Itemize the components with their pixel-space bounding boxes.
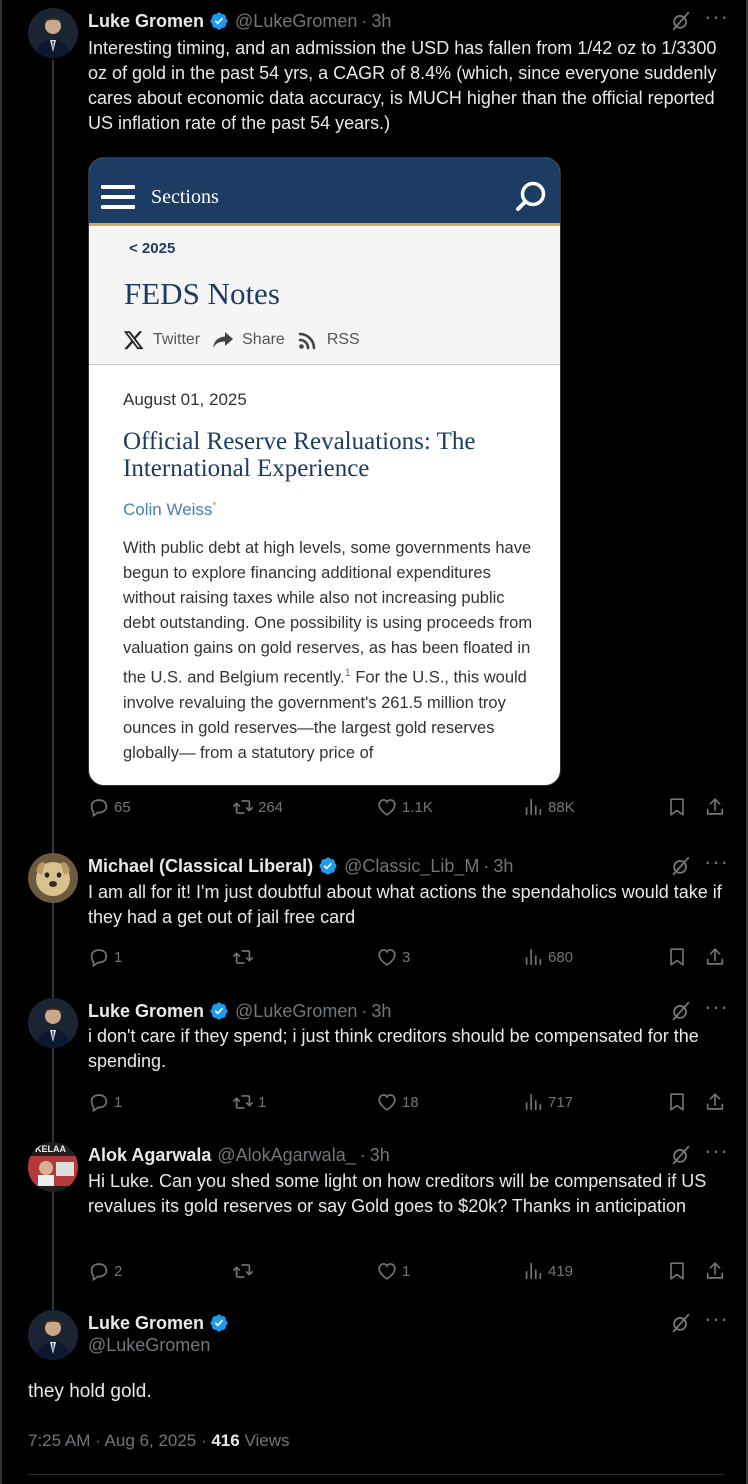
bookmark-icon — [666, 796, 688, 818]
share-button[interactable] — [704, 944, 730, 970]
views-icon — [522, 1091, 544, 1113]
footnote-ref: 1 — [344, 667, 351, 679]
article-body — [123, 536, 533, 766]
action-bar — [88, 944, 728, 970]
repost-icon — [232, 1260, 254, 1282]
like-count: 18 — [402, 1093, 419, 1111]
like-count: 1.1K — [402, 798, 433, 816]
tweet-text: i don't care if they spend; i just think creditors should be compensated for the spending. — [88, 1026, 699, 1071]
share-label: Share — [242, 331, 285, 348]
tweet-text: Interesting timing, and an admission the USD has fallen from 1/42 oz to 1/3300 oz of gold in the past 54 yrs, a CAGR of 8.4% (which, since everyone suddenly cares about economic data accuracy, is MUCH higher than the official reported US inflation rate of the past 54 years.) — [88, 38, 717, 133]
grok-icon[interactable] — [670, 1312, 692, 1334]
author-name[interactable]: Luke Gromen — [88, 1000, 205, 1021]
search-icon — [513, 178, 551, 216]
article-author — [123, 500, 216, 520]
repost-button[interactable] — [232, 794, 283, 820]
tweet-header — [88, 998, 391, 1024]
avatar-text: KELAA — [35, 1144, 66, 1154]
share-row — [123, 328, 372, 352]
reply-count: 2 — [114, 1262, 123, 1280]
main-tweet[interactable] — [2, 4, 748, 830]
share-button[interactable] — [704, 1089, 730, 1115]
like-button[interactable] — [376, 1258, 410, 1284]
rss-label: RSS — [326, 331, 360, 348]
views-button[interactable] — [522, 1089, 573, 1115]
like-icon — [376, 1091, 398, 1113]
like-icon — [376, 946, 398, 968]
avatar[interactable] — [28, 8, 78, 58]
repost-button[interactable] — [232, 1089, 266, 1115]
reply-button[interactable] — [88, 944, 122, 970]
bookmark-icon — [666, 946, 688, 968]
repost-count: 264 — [258, 798, 284, 816]
share-button[interactable] — [704, 794, 730, 820]
separator: · — [361, 1000, 368, 1021]
author-name: Colin Weiss — [123, 500, 213, 519]
views-button[interactable] — [522, 794, 575, 820]
x-logo-icon — [123, 329, 145, 351]
repost-icon — [232, 1091, 254, 1113]
bookmark-button[interactable] — [666, 794, 692, 820]
reply-icon — [88, 946, 110, 968]
author-name[interactable]: Alok Agarwala — [88, 1144, 212, 1165]
repost-icon — [232, 946, 254, 968]
focused-tweet[interactable] — [2, 1306, 748, 1480]
repost-count: 1 — [258, 1093, 267, 1111]
avatar[interactable] — [28, 998, 78, 1048]
tweet-header — [88, 8, 391, 34]
bookmark-button[interactable] — [666, 1258, 692, 1284]
like-button[interactable] — [376, 1089, 419, 1115]
share-icon — [704, 1091, 726, 1113]
verified-badge-icon — [318, 856, 338, 876]
separator: · — [359, 1144, 366, 1165]
author-name[interactable]: Luke Gromen — [88, 1312, 205, 1333]
tweet-time[interactable]: 3h — [369, 1144, 390, 1165]
tweet-text: Hi Luke. Can you shed some light on how creditors will be compensated if US revalues its gold reserves or say Gold goes to $20k? Thanks in anticipation — [88, 1171, 707, 1216]
article-date: August 01, 2025 — [123, 390, 247, 409]
author-footnote-mark: * — [212, 500, 217, 512]
share-arrow-icon — [212, 331, 234, 349]
article-body-part1: With public debt at high levels, some governments have begun to explore financing additional expenditures without raising taxes while also not increasing public debt outstanding. One possibility is using proceeds from valuation gains on gold reserves, as has been floated in the U.S. and Belgium recently. — [123, 539, 533, 687]
repost-icon — [232, 796, 254, 818]
avatar[interactable] — [28, 853, 78, 903]
reply-count: 1 — [114, 948, 123, 966]
tweet-header — [88, 1142, 390, 1168]
reply-count: 65 — [114, 798, 131, 816]
repost-button[interactable] — [232, 944, 258, 970]
grok-icon[interactable] — [670, 1144, 692, 1166]
like-count: 1 — [402, 1262, 411, 1280]
tweet-time[interactable]: 3h — [371, 10, 392, 31]
rss-icon — [297, 329, 319, 351]
grok-icon[interactable] — [670, 10, 692, 32]
views-icon — [522, 946, 544, 968]
action-bar — [88, 1258, 728, 1284]
separator: · — [483, 855, 490, 876]
views-icon — [522, 796, 544, 818]
action-bar — [88, 1089, 728, 1115]
reply-button[interactable] — [88, 1258, 122, 1284]
like-button[interactable] — [376, 794, 433, 820]
bookmark-button[interactable] — [666, 1089, 692, 1115]
reply-icon — [88, 1091, 110, 1113]
bookmark-icon — [666, 1260, 688, 1282]
article-title: Official Reserve Revaluations: The International Experience — [123, 428, 476, 482]
author-handle[interactable]: @Classic_Lib_M — [344, 855, 480, 876]
more-icon[interactable]: ··· — [704, 1306, 729, 1331]
bookmark-icon — [666, 1091, 688, 1113]
more-icon[interactable]: ··· — [704, 1138, 729, 1163]
repost-button[interactable] — [232, 1258, 258, 1284]
sections-label: Sections — [151, 186, 219, 208]
more-icon[interactable]: ··· — [704, 849, 729, 874]
views-button[interactable] — [522, 944, 573, 970]
views-label: Views — [239, 1431, 290, 1450]
views-count: 680 — [548, 948, 574, 966]
verified-badge-icon — [209, 1001, 229, 1021]
action-bar — [88, 794, 728, 820]
tweet-time[interactable]: 3h — [493, 855, 514, 876]
avatar[interactable] — [28, 1142, 78, 1192]
like-count: 3 — [402, 948, 411, 966]
views-count: 88K — [548, 798, 575, 816]
author-name[interactable]: Michael (Classical Liberal) — [88, 855, 314, 876]
author-handle[interactable]: @LukeGromen — [235, 10, 358, 31]
reply-button[interactable] — [88, 1089, 122, 1115]
timestamp[interactable]: 7:25 AM · Aug 6, 2025 · — [28, 1431, 212, 1450]
tweet-text: I am all for it! I'm just doubtful about what actions the spendaholics would take if they had a get out of jail free card — [88, 882, 722, 927]
like-icon — [376, 1260, 398, 1282]
menu-icon — [101, 185, 135, 209]
tweet-meta — [28, 1431, 289, 1451]
tweet-time[interactable]: 3h — [371, 1000, 392, 1021]
author-handle[interactable]: @AlokAgarwala_ — [217, 1144, 356, 1165]
site-title: FEDS Notes — [124, 276, 280, 311]
views-button[interactable] — [522, 1258, 573, 1284]
reply-tweet[interactable] — [2, 994, 748, 1118]
author-handle[interactable]: @LukeGromen — [88, 1335, 211, 1355]
share-icon — [704, 796, 726, 818]
like-button[interactable] — [376, 944, 410, 970]
reply-button[interactable] — [88, 794, 131, 820]
avatar[interactable] — [28, 1310, 78, 1360]
share-button[interactable] — [704, 1258, 730, 1284]
reply-icon — [88, 1260, 110, 1282]
breadcrumb: < 2025 — [129, 240, 176, 257]
grok-icon[interactable] — [670, 1000, 692, 1022]
author-name[interactable]: Luke Gromen — [88, 10, 205, 31]
share-icon — [704, 1260, 726, 1282]
site-header-bar — [89, 158, 561, 226]
separator: · — [361, 10, 368, 31]
reply-icon — [88, 796, 110, 818]
reply-tweet[interactable] — [2, 849, 748, 983]
more-icon[interactable]: ··· — [704, 4, 729, 29]
divider — [28, 1474, 724, 1475]
views-icon — [522, 1260, 544, 1282]
attached-image[interactable] — [88, 157, 561, 786]
reply-tweet[interactable] — [2, 1138, 748, 1292]
verified-badge-icon — [209, 1313, 229, 1333]
reply-count: 1 — [114, 1093, 123, 1111]
verified-badge-icon — [209, 11, 229, 31]
views-count: 419 — [548, 1262, 574, 1280]
twitter-label: Twitter — [153, 331, 201, 348]
tweet-header — [88, 853, 513, 879]
views-count: 717 — [548, 1093, 574, 1111]
views-count: 416 — [211, 1431, 240, 1450]
tweet-header — [88, 1310, 235, 1336]
bookmark-button[interactable] — [666, 944, 692, 970]
tweet-text: they hold gold. — [28, 1381, 152, 1402]
author-handle[interactable]: @LukeGromen — [235, 1000, 358, 1021]
more-icon[interactable]: ··· — [704, 994, 729, 1019]
like-icon — [376, 796, 398, 818]
article-body-part2: For the U.S., this would involve revaluing the government's 261.5 million troy ounces in gold reserves—the largest gold reserves globally— from a statutory price of — [123, 668, 527, 762]
share-icon — [704, 946, 726, 968]
grok-icon[interactable] — [670, 855, 692, 877]
